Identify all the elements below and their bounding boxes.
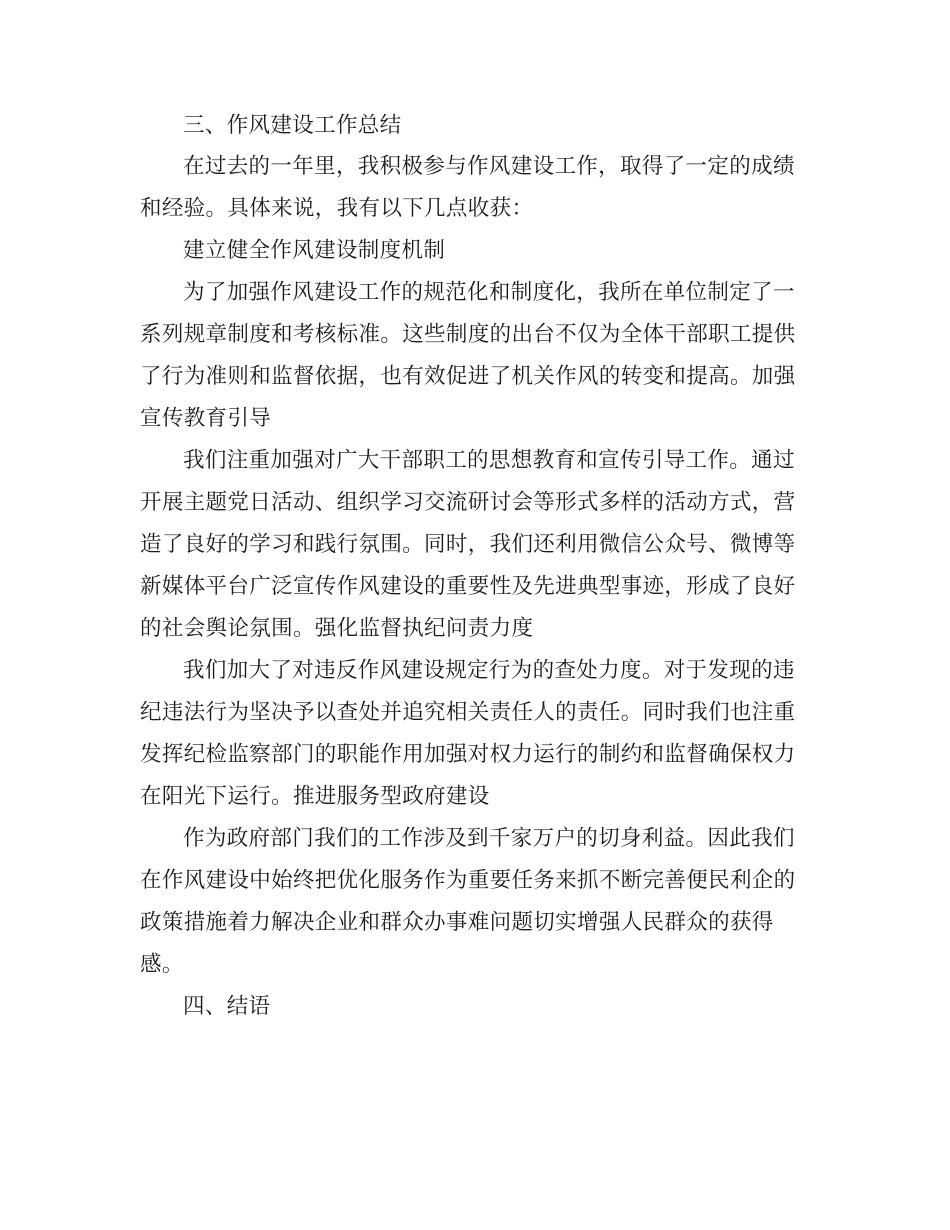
paragraph-line: 新媒体平台广泛宣传作风建设的重要性及先进典型事迹，形成了良好	[140, 574, 796, 599]
paragraph-line: 发挥纪检监察部门的职能作用加强对权力运行的制约和监督确保权力	[140, 742, 796, 767]
paragraph-line: 在阳光下运行。推进服务型政府建设	[140, 784, 490, 809]
paragraph-line: 我们加大了对违反作风建设规定行为的查处力度。对于发现的违	[183, 658, 795, 683]
paragraph-line: 和经验。具体来说，我有以下几点收获：	[140, 196, 534, 221]
paragraph-line: 开展主题党日活动、组织学习交流研讨会等形式多样的活动方式，营	[140, 490, 796, 515]
paragraph-line: 纪违法行为坚决予以查处并追究相关责任人的责任。同时我们也注重	[140, 700, 796, 725]
paragraph-line: 感。	[140, 952, 184, 977]
subheading-line: 建立健全作风建设制度机制	[183, 238, 446, 263]
section-heading-4: 四、结语	[183, 994, 271, 1019]
paragraph-line: 造了良好的学习和践行氛围。同时，我们还利用微信公众号、微博等	[140, 532, 796, 557]
paragraph-line: 政策措施着力解决企业和群众办事难问题切实增强人民群众的获得	[140, 910, 774, 935]
paragraph-line: 在过去的一年里，我积极参与作风建设工作，取得了一定的成绩	[183, 154, 795, 179]
paragraph-line: 我们注重加强对广大干部职工的思想教育和宣传引导工作。通过	[183, 448, 795, 473]
paragraph-line: 作为政府部门我们的工作涉及到千家万户的切身利益。因此我们	[183, 826, 795, 851]
paragraph-line: 在作风建设中始终把优化服务作为重要任务来抓不断完善便民利企的	[140, 868, 796, 893]
paragraph-line: 为了加强作风建设工作的规范化和制度化，我所在单位制定了一	[183, 280, 795, 305]
paragraph-line: 系列规章制度和考核标准。这些制度的出台不仅为全体干部职工提供	[140, 322, 796, 347]
paragraph-line: 宣传教育引导	[140, 406, 272, 431]
paragraph-line: 了行为准则和监督依据，也有效促进了机关作风的转变和提高。加强	[140, 364, 796, 389]
paragraph-line: 的社会舆论氛围。强化监督执纪问责力度	[140, 616, 534, 641]
section-heading-3: 三、作风建设工作总结	[183, 113, 402, 138]
